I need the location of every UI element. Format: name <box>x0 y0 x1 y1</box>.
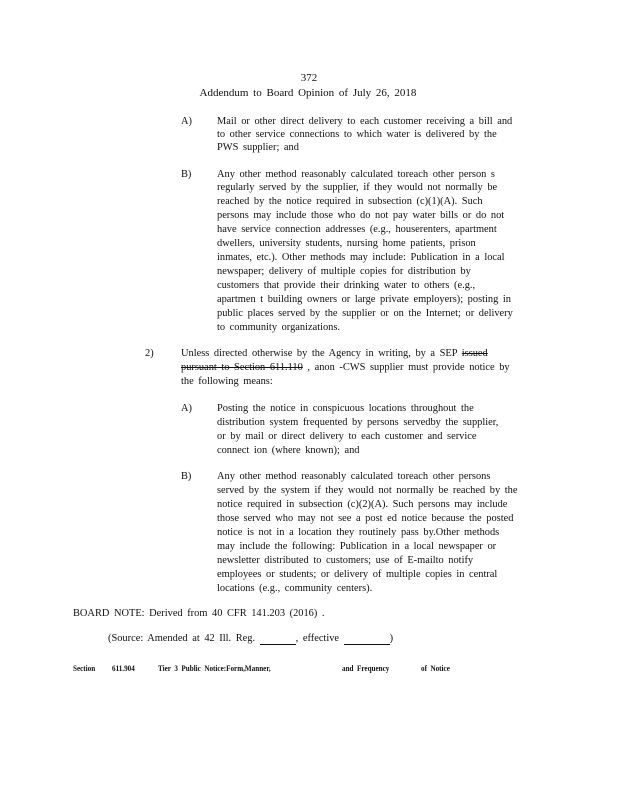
item-b2-line: locations (e.g., community centers). <box>217 583 373 594</box>
item-a1-line: Mail or other direct delivery to each customer receiving a bill and <box>217 116 513 127</box>
item-b1-line: have service connection addresses (e.g., houserenters, apartment <box>217 224 497 235</box>
item-2-text: , anon -CWS supplier must provide notice by <box>302 362 510 373</box>
source-text: ) <box>389 633 394 644</box>
page-subtitle: Addendum to Board Opinion of July 26, 2018 <box>199 87 417 99</box>
item-a2-line: distribution system frequented by persons servedby the supplier, <box>217 417 499 428</box>
item-b2-line: newsletter distributed to customers; use of E-mailto notify <box>217 555 474 566</box>
section-label: Section <box>73 664 96 673</box>
item-b1-line: Any other method reasonably calculated toreach other person s <box>217 169 495 180</box>
item-b1-line: apartmen t building owners or large private employers); posting in <box>217 294 511 305</box>
item-b1-line: customers that provide their drinking water to others (e.g., <box>217 280 476 291</box>
item-b2-line: notice required in subsection (c)(2)(A). Such persons may include <box>217 499 508 510</box>
struck-text: issued <box>461 348 488 359</box>
item-a2-line: connect ion (where known); and <box>217 445 360 456</box>
item-b1-line: newspaper; delivery of multiple copies for distribution by <box>217 266 471 277</box>
item-b2-line: employees or students; or delivery of multiple copies in central <box>217 569 498 580</box>
item-b2-line: served by the system if they would not normally be reached by the <box>217 485 518 496</box>
source-text: (Source: Amended at 42 Ill. Reg. <box>108 633 260 644</box>
section-title: of Notice <box>421 664 450 673</box>
item-a2-line: or by mail or direct delivery to each customer and service <box>217 431 477 442</box>
board-note: BOARD NOTE: Derived from 40 CFR 141.203 (2016) . <box>73 608 325 619</box>
source-line <box>108 633 393 645</box>
item-b1-label: B) <box>181 169 192 180</box>
item-2-line <box>181 348 488 360</box>
section-number: 611.904 <box>112 664 135 673</box>
item-b2-line: Any other method reasonably calculated toreach other persons <box>217 471 491 482</box>
source-text: , effective <box>295 633 344 644</box>
item-b2-line: those served who may not see a post ed notice because the posted <box>217 513 514 524</box>
item-b1-line: persons may include those who do not pay water bills or do not <box>217 210 505 221</box>
item-b1-line: to community organizations. <box>217 322 340 333</box>
item-a1-line: PWS supplier; and <box>217 142 299 153</box>
effective-date-blank <box>344 634 390 645</box>
register-blank <box>260 634 296 645</box>
item-a2-line: Posting the notice in conspicuous locations throughout the <box>217 403 474 414</box>
item-b1-line: dwellers, university students, nursing home patients, prison <box>217 238 476 249</box>
item-2-text: Unless directed otherwise by the Agency in writing, by a SEP <box>181 348 462 359</box>
page-number: 372 <box>300 72 318 84</box>
item-a2-label: A) <box>181 403 192 414</box>
item-b1-line: public places served by the supplier or on the Internet; or delivery <box>217 308 513 319</box>
item-b2-line: notice is not in a location they routinely pass by.Other methods <box>217 527 500 538</box>
item-b2-line: may include the following: Publication in a local newspaper or <box>217 541 497 552</box>
section-title: and Frequency <box>342 664 390 673</box>
item-b1-line: inmates, etc.). Other methods may include: Publication in a local <box>217 252 505 263</box>
item-2-line: the following means: <box>181 376 273 387</box>
item-2-label: 2) <box>145 348 154 359</box>
section-title: Tier 3 Public Notice:Form,Manner, <box>158 664 271 673</box>
item-b1-line: reached by the notice required in subsection (c)(1)(A). Such <box>217 196 483 207</box>
item-a1-label: A) <box>181 116 192 127</box>
item-2-line <box>181 362 510 374</box>
item-b1-line: regularly served by the supplier, if they would not normally be <box>217 182 498 193</box>
item-b2-label: B) <box>181 471 192 482</box>
item-a1-line: to other service connections to which water is delivered by the <box>217 129 497 140</box>
struck-text: pursuant to Section 611.110 <box>181 362 303 373</box>
